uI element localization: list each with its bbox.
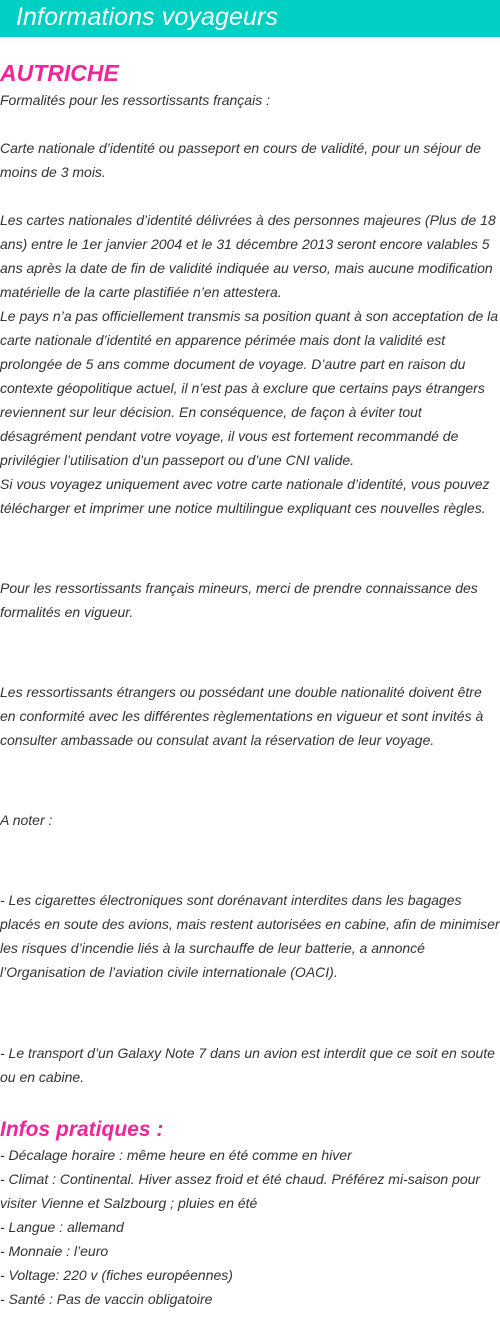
practical-info-heading: Infos pratiques : [0,1118,164,1142]
header-bar [0,0,500,37]
note-label: A noter : [0,812,53,828]
list-item-health: - Santé : Pas de vaccin obligatoire [0,1291,213,1307]
foreign-nationals-paragraph: Les ressortissants étrangers ou possédant une double nationalité doivent être en conformité avec les différentes règlementations en vigueur et sont invités à consulter ambassade ou consulat avant la réservation de leur voyage. [0,684,484,748]
id-requirement-paragraph: Carte nationale d’identité ou passeport en cours de validité, pour un séjour de moins de 3 mois. [0,140,481,180]
e-cigarette-paragraph: - Les cigarettes électroniques sont dorénavant interdites dans les bagages placés en soute des avions, mais restent autorisées en cabine, afin de minimiser les risques d’incendie liés à la surchauffe de leur batterie, a annoncé l’Organisation de l’aviation civile internationale (OACI). [0,892,500,980]
list-item-language: - Langue : allemand [0,1219,124,1235]
galaxy-note-paragraph: - Le transport d’un Galaxy Note 7 dans un avion est interdit que ce soit en soute ou en cabine. [0,1045,495,1085]
multilingual-notice-paragraph: Si vous voyagez uniquement avec votre carte nationale d’identité, vous pouvez télécharger et imprimer une notice multilingue expliquant ces nouvelles règles. [0,476,490,516]
list-item-currency: - Monnaie : l’euro [0,1243,109,1259]
country-heading: AUTRICHE [0,60,119,87]
page-title: Informations voyageurs [16,3,279,31]
id-acceptance-paragraph: Le pays n’a pas officiellement transmis sa position quant à son acceptation de la carte nationale d’identité en apparence périmée mais dont la validité est prolongée de 5 ans comme document de voyage. D’autre part en raison du contexte géopolitique actuel, il n’est pas à exclure que certains pays étrangers reviennent sur leur décision. En conséquence, de façon à éviter tout désagrément pendant votre voyage, il vous est fortement recommandé de privilégier l’utilisation d’un passeport ou d’une CNI valide. [0,308,499,468]
minors-paragraph: Pour les ressortissants français mineurs, merci de prendre connaissance des formalités en vigueur. [0,580,478,620]
practical-info-list [0,1143,500,1311]
formalities-intro: Formalités pour les ressortissants français : [0,92,270,108]
list-item-climate: - Climat : Continental. Hiver assez froid et été chaud. Préférez mi-saison pour visiter Vienne et Salzbourg ; pluies en été [0,1171,481,1211]
id-validity-paragraph: Les cartes nationales d’identité délivrées à des personnes majeures (Plus de 18 ans) entre le 1er janvier 2004 et le 31 décembre 2013 seront encore valables 5 ans après la date de fin de validité indiquée au verso, mais aucune modification matérielle de la carte plastifiée n’en attestera. [0,212,496,300]
list-item-voltage: - Voltage: 220 v (fiches européennes) [0,1267,233,1283]
list-item-timezone: - Décalage horaire : même heure en été comme en hiver [0,1147,352,1163]
